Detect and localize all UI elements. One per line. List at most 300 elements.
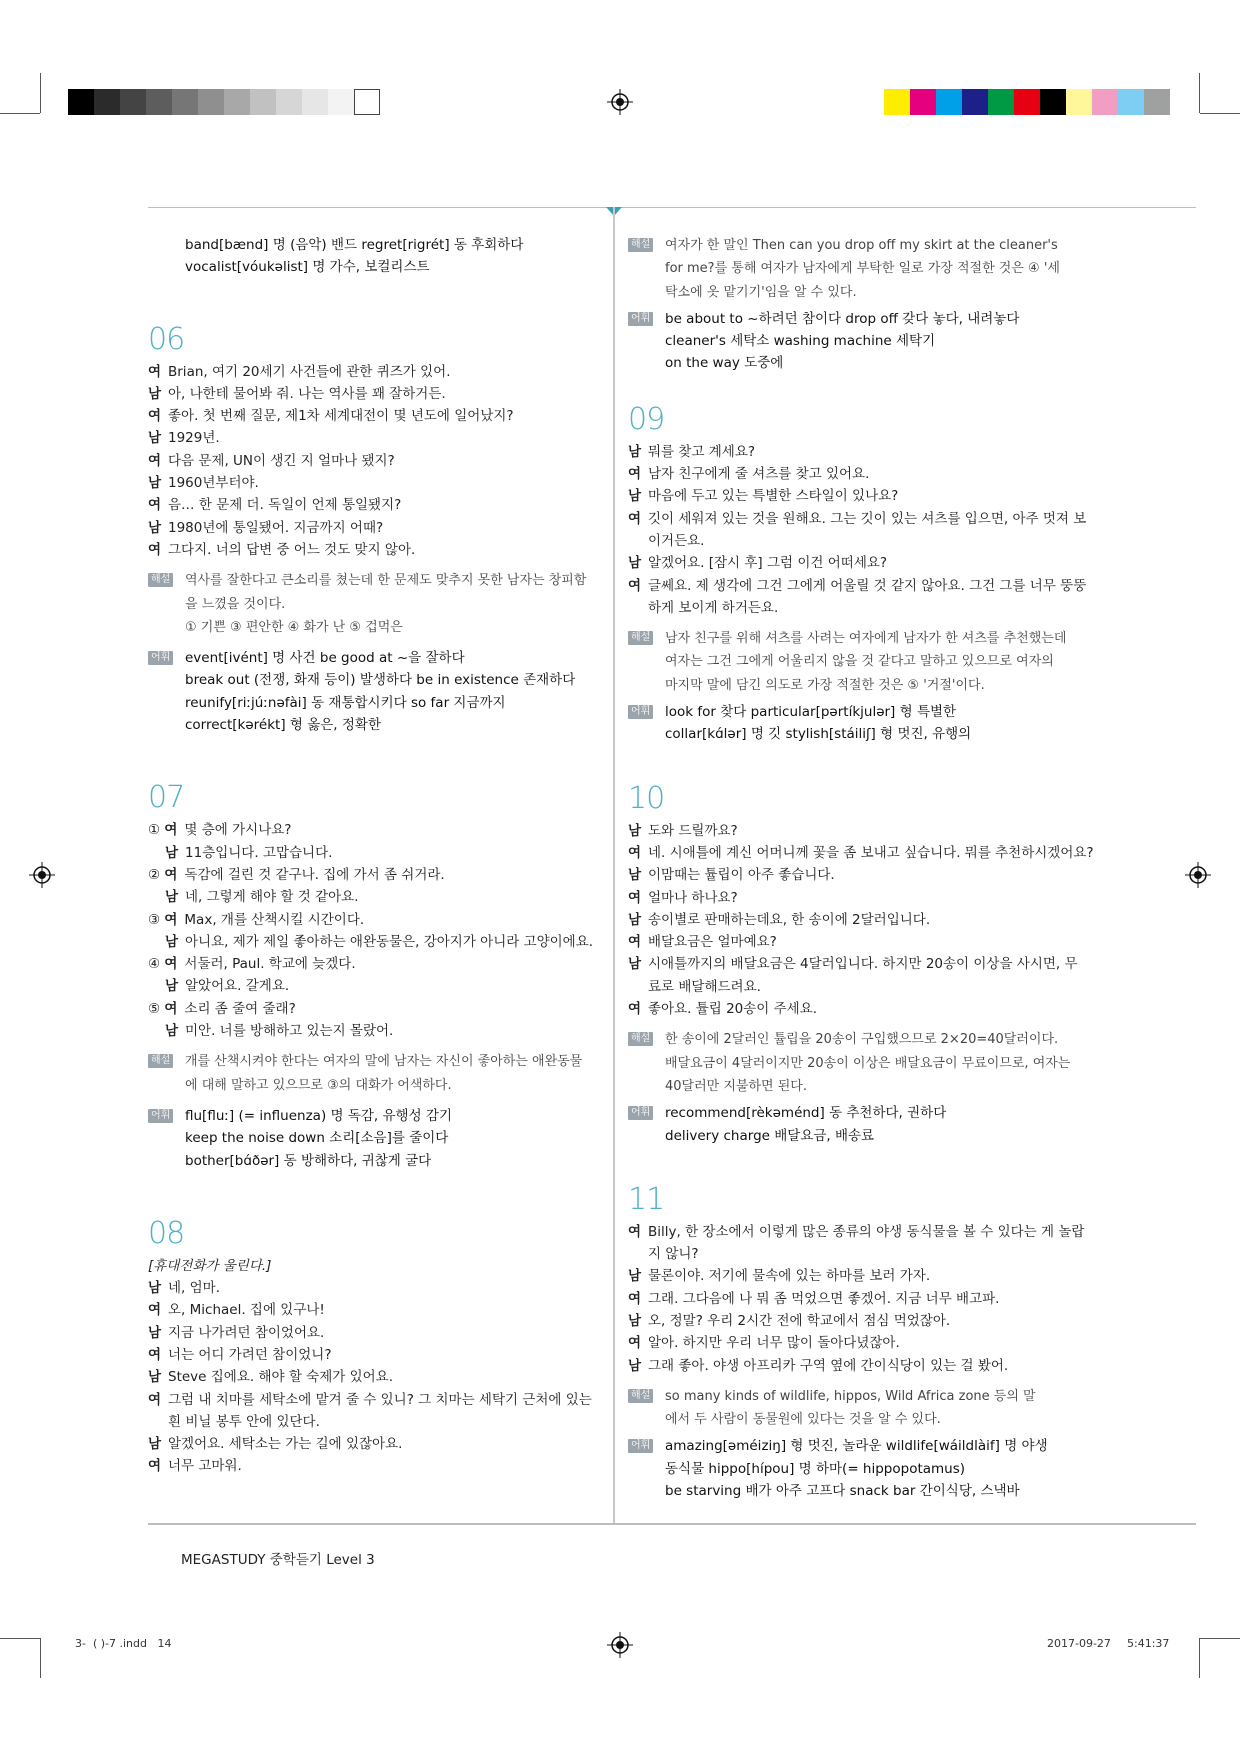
labeled-line — [628, 1125, 1088, 1147]
labeled-line — [628, 234, 1088, 257]
speaker-label: 여 — [628, 510, 642, 527]
option-line — [148, 909, 600, 931]
color-swatch — [910, 89, 936, 115]
color-swatch — [1118, 89, 1144, 115]
slug-date: 2017-09-27 — [1047, 1637, 1111, 1650]
labeled-text: recommend[rèkəménd] 동 추천하다, 권하다 — [665, 1105, 947, 1122]
dialog-text: 물론이야. 저기에 물속에 있는 하마를 보러 가자. — [648, 1268, 931, 1285]
dialog — [628, 820, 1094, 1021]
registration-mark-icon — [1185, 862, 1211, 888]
gray-swatch — [120, 89, 146, 115]
top-rule — [148, 207, 1196, 208]
slug-file: 3- ( )-7 .indd 14 — [75, 1637, 172, 1650]
registration-mark-icon — [607, 1632, 633, 1658]
dialog-text: 시애틀까지의 배달요금은 4달러입니다. 하지만 20송이 이상을 사시면, 무 — [648, 956, 1078, 973]
option-mark: ④ — [148, 956, 161, 973]
speaker-label: 남 — [148, 475, 162, 492]
labeled-line — [628, 257, 1088, 280]
dialog-line — [628, 953, 1088, 975]
dialog-line — [148, 1277, 600, 1299]
labeled-text: cleaner's 세탁소 washing machine 세탁기 — [665, 333, 936, 350]
dialog-text: 지 않니? — [648, 1246, 699, 1263]
color-swatch — [1144, 89, 1170, 115]
speaker-label: 남 — [628, 555, 642, 572]
label-badge: 어휘 — [148, 1109, 173, 1123]
labeled-line — [628, 330, 1088, 352]
label-badge: 어휘 — [628, 312, 653, 326]
dialog-text: 그래 좋아. 야생 아프리카 구역 옆에 간이식당이 있는 걸 봤어. — [648, 1357, 1009, 1374]
explanation — [628, 1385, 1088, 1432]
speaker-label: 남 — [628, 1312, 642, 1329]
labeled-text: 배달요금이 4달러이지만 20송이 이상은 배달요금이 무료이므로, 여자는 — [665, 1055, 1071, 1071]
dialog-text: 알아. 하지만 우리 너무 많이 돌아다녔잖아. — [648, 1335, 900, 1352]
dialog-text: 1960년부터야. — [168, 475, 259, 492]
dialog-line — [628, 1265, 1088, 1287]
crop-mark — [0, 113, 40, 114]
labeled-text: reunify[riːjúːnəfài] 동 재통합시키다 so far 지금까지 — [185, 694, 506, 711]
registration-mark-icon — [607, 89, 633, 115]
dialog-text: Max, 개를 산책시킬 시간이다. — [184, 911, 365, 928]
labeled-text: ① 기쁜 ③ 편안한 ④ 화가 난 ⑤ 겁먹은 — [185, 619, 403, 635]
speaker-label: 남 — [628, 1357, 642, 1374]
speaker-label: 여 — [164, 956, 178, 973]
labeled-line — [148, 647, 600, 669]
option-mark: ① — [148, 822, 161, 839]
labeled-line — [148, 569, 600, 592]
speaker-label: 남 — [628, 956, 642, 973]
gray-swatch — [276, 89, 302, 115]
vocabulary — [628, 1435, 1088, 1502]
dialog-text: 다음 문제, UN이 생긴 지 얼마나 됐지? — [168, 452, 395, 469]
question-06 — [148, 323, 600, 737]
speaker-label: 여 — [148, 541, 162, 558]
labeled-text: collar[kɑ́lər] 명 깃 stylish[stáiliʃ] 형 멋진, 유행의 — [665, 726, 972, 743]
dialog-text: 네. 시애틀에 계신 어머니께 꽃을 좀 보내고 싶습니다. 뭐를 추천하시겠어요? — [648, 844, 1094, 861]
dialog-line — [628, 441, 1088, 463]
color-swatch — [1066, 89, 1092, 115]
gray-swatch — [94, 89, 120, 115]
vocab-line — [185, 256, 600, 278]
speaker-label: 여 — [164, 822, 178, 839]
gray-swatch — [68, 89, 94, 115]
labeled-text: look for 찾다 particular[pərtíkjulər] 형 특별한 — [665, 704, 957, 721]
dialog-text: Billy, 한 장소에서 이렇게 많은 종류의 야생 동식물을 볼 수 있다는 게 놀랍 — [648, 1223, 1085, 1240]
dialog-line — [628, 552, 1088, 574]
crop-mark — [1200, 1638, 1240, 1639]
dialog-line — [628, 931, 1088, 953]
speaker-label: 남 — [628, 822, 642, 839]
question-number: 09 — [628, 401, 665, 437]
dialog-line — [148, 383, 600, 405]
label-badge: 해설 — [148, 573, 173, 587]
labeled-line — [628, 1385, 1088, 1408]
question-number: 06 — [148, 321, 185, 357]
color-swatch — [1040, 89, 1066, 115]
dialog — [628, 441, 1088, 619]
dialog-line — [628, 1355, 1088, 1377]
dialog-line — [148, 1366, 600, 1388]
label-badge: 어휘 — [628, 1106, 653, 1120]
labeled-text: event[ivént] 명 사건 be good at ~을 잘하다 — [185, 650, 465, 667]
labeled-text: for me?를 통해 여자가 남자에게 부탁한 일로 가장 적절한 것은 ④ '세 — [665, 261, 1060, 277]
labeled-line — [148, 1105, 600, 1127]
labeled-text: 한 송이에 2달러인 튤립을 20송이 구입했으므로 2×20=40달러이다. — [665, 1032, 1059, 1048]
page-footer: MEGASTUDY 중학듣기 Level 3 — [181, 1552, 375, 1568]
question-08 — [148, 1217, 600, 1478]
crop-mark — [0, 1638, 40, 1639]
labeled-line — [148, 714, 600, 736]
labeled-text: 마지막 말에 담긴 의도로 가장 적절한 것은 ⑤ '거절'이다. — [665, 677, 985, 693]
label-badge: 해설 — [628, 631, 653, 645]
top-vocab-block — [148, 234, 600, 279]
left-column — [148, 234, 600, 1478]
option-mark: ② — [148, 866, 161, 883]
dialog-text: 네, 엄마. — [168, 1280, 220, 1297]
labeled-line — [148, 593, 600, 616]
speaker-label: 여 — [628, 889, 642, 906]
dialog-text: 오, Michael. 집에 있구나! — [168, 1302, 325, 1319]
speaker-label: 여 — [164, 1000, 178, 1017]
dialog-text: 서둘러, Paul. 학교에 늦겠다. — [184, 956, 356, 973]
dialog-line — [628, 1332, 1088, 1354]
question-number: 08 — [148, 1215, 185, 1251]
speaker-label: 여 — [148, 363, 162, 380]
dialog-line — [628, 1288, 1088, 1310]
right-column — [628, 234, 1094, 1502]
dialog-line — [148, 361, 600, 383]
dialog-line — [628, 463, 1088, 485]
crop-mark — [40, 73, 41, 113]
explanation — [148, 569, 600, 639]
labeled-text: keep the noise down 소리[소음]를 줄이다 — [185, 1130, 449, 1147]
explanation — [628, 1028, 1088, 1098]
dialog-line — [148, 517, 600, 539]
explanation — [148, 1050, 600, 1097]
speaker-label: 여 — [628, 844, 642, 861]
vocab-text: vocalist[vóukəlist] 명 가수, 보컬리스트 — [185, 259, 430, 276]
label-badge: 어휘 — [628, 1439, 653, 1453]
dialog-text: 료로 배달해드려요. — [648, 978, 761, 995]
option-line — [148, 998, 600, 1020]
dialog-line — [148, 1299, 600, 1321]
speaker-label: 여 — [628, 466, 642, 483]
question-11 — [628, 1183, 1088, 1503]
color-swatch — [884, 89, 910, 115]
labeled-text: bother[bɑ́ðər] 동 방해하다, 귀찮게 굴다 — [185, 1152, 432, 1169]
labeled-text: 40달러만 지불하면 된다. — [665, 1078, 807, 1094]
labeled-line — [628, 1408, 1088, 1431]
dialog-text: 그다지. 너의 답변 중 어느 것도 맞지 않아. — [168, 541, 416, 558]
vocabulary — [628, 701, 1088, 746]
speaker-label: 여 — [628, 1335, 642, 1352]
speaker-label: 여 — [148, 1346, 162, 1363]
dialog-text: 깃이 세워져 있는 것을 원해요. 그는 깃이 있는 셔츠를 입으면, 아주 멋져 보 — [648, 510, 1087, 527]
dialog-text: 흰 비닐 봉투 안에 있단다. — [168, 1413, 320, 1430]
labeled-text: 에서 두 사람이 동물원에 있다는 것을 알 수 있다. — [665, 1412, 941, 1428]
dialog-line — [148, 427, 600, 449]
dialog-text: 알겠어요. [잠시 후] 그럼 이건 어떠세요? — [648, 555, 888, 572]
speaker-label: 남 — [148, 1436, 162, 1453]
labeled-text: 역사를 잘한다고 큰소리를 쳤는데 한 문제도 맞추지 못한 남자는 창피함 — [185, 573, 587, 589]
speaker-label: 여 — [164, 911, 178, 928]
dialog-text: 그래. 그다음에 나 뭐 좀 먹었으면 좋겠어. 지금 너무 배고파. — [648, 1290, 1000, 1307]
dialog-text: 뭐를 찾고 계세요? — [648, 443, 756, 460]
question-number: 07 — [148, 780, 185, 816]
labeled-line — [628, 1458, 1088, 1480]
explanation — [628, 627, 1088, 697]
labeled-text: so many kinds of wildlife, hippos, Wild Africa zone 등의 말 — [665, 1388, 1036, 1404]
dialog-text: 미안. 너를 방해하고 있는지 몰랐어. — [185, 1023, 394, 1040]
labeled-text: on the way 도중에 — [665, 355, 784, 372]
registration-mark-icon — [29, 862, 55, 888]
option-line — [148, 975, 600, 997]
gray-swatch — [250, 89, 276, 115]
speaker-label: 남 — [148, 430, 162, 447]
dialog-line — [628, 998, 1088, 1020]
speaker-label: 여 — [628, 577, 642, 594]
speaker-label: 여 — [628, 1290, 642, 1307]
color-swatch — [1014, 89, 1040, 115]
slug-time: 5:41:37 — [1127, 1637, 1170, 1650]
label-badge: 해설 — [148, 1054, 173, 1068]
dialog-text: 이맘때는 튤립이 아주 좋습니다. — [648, 867, 835, 884]
dialog-line — [148, 472, 600, 494]
dialog — [628, 1221, 1088, 1377]
dialog-text: 이거든요. — [648, 532, 705, 549]
crop-mark — [1199, 73, 1200, 113]
labeled-text: 개를 산책시켜야 한다는 여자의 말에 남자는 자신이 좋아하는 애완동물 — [185, 1054, 583, 1070]
vocabulary — [148, 647, 600, 736]
dialog-text: 마음에 두고 있는 특별한 스타일이 있나요? — [648, 488, 899, 505]
gray-swatch — [172, 89, 198, 115]
option-mark: ⑤ — [148, 1000, 161, 1017]
dialog-text: 음… 한 문제 더. 독일이 언제 통일됐지? — [168, 497, 402, 514]
speaker-label: 여 — [628, 1223, 642, 1240]
dialog-line — [148, 1411, 600, 1433]
labeled-text: 에 대해 말하고 있으므로 ③의 대화가 어색하다. — [185, 1077, 452, 1093]
dialog-text: 네, 그렇게 해야 할 것 같아요. — [185, 889, 359, 906]
labeled-text: delivery charge 배달요금, 배송료 — [665, 1127, 875, 1144]
dialog-text: 너무 고마워. — [168, 1458, 242, 1475]
dialog-line — [628, 597, 1088, 619]
gray-swatch — [328, 89, 354, 115]
gray-swatch — [146, 89, 172, 115]
dialog-line — [148, 405, 600, 427]
crop-mark — [40, 1638, 41, 1678]
color-swatch — [936, 89, 962, 115]
gray-swatch — [354, 89, 380, 115]
color-swatch — [1092, 89, 1118, 115]
dialog-text: 소리 좀 줄여 줄래? — [184, 1000, 296, 1017]
dialog-text: 도와 드릴까요? — [648, 822, 738, 839]
labeled-text: 남자 친구를 위해 셔츠를 사려는 여자에게 남자가 한 셔츠를 추천했는데 — [665, 631, 1067, 647]
labeled-text: amazing[əméiziŋ] 형 멋진, 놀라운 wildlife[wáildlàif] 명 야생 — [665, 1438, 1048, 1455]
labeled-line — [628, 1435, 1088, 1457]
dialog-line — [148, 1389, 600, 1411]
question-07 — [148, 781, 600, 1171]
speaker-label: 여 — [148, 1302, 162, 1319]
bottom-rule — [148, 1523, 1196, 1525]
dialog-text: 좋아요. 튤립 20송이 주세요. — [648, 1001, 818, 1018]
question-number: 11 — [628, 1181, 665, 1217]
dialog-text: 얼마나 하나요? — [648, 889, 738, 906]
speaker-label: 남 — [165, 978, 179, 995]
question-09 — [628, 403, 1088, 746]
labeled-line — [628, 650, 1088, 673]
stage-direction: [휴대전화가 울린다.] — [148, 1257, 272, 1274]
dialog-line — [628, 1221, 1088, 1243]
labeled-line — [628, 627, 1088, 650]
vocabulary — [628, 1102, 1088, 1147]
dialog-text: 배달요금은 얼마예요? — [648, 934, 777, 951]
dialog-text: 지금 나가려던 참이었어요. — [168, 1324, 325, 1341]
label-badge: 해설 — [628, 1032, 653, 1046]
gray-swatch — [198, 89, 224, 115]
dialog-text: 1929년. — [168, 430, 220, 447]
dialog-text: 송이별로 판매하는데요, 한 송이에 2달러입니다. — [648, 911, 931, 928]
vocabulary — [148, 1105, 600, 1172]
dialog-text: Steve 집에요. 해야 할 숙제가 있어요. — [168, 1369, 393, 1386]
speaker-label: 남 — [165, 1023, 179, 1040]
dialog-line — [148, 1344, 600, 1366]
dialog-line — [628, 976, 1088, 998]
labeled-line — [148, 1050, 600, 1073]
option-mark: ③ — [148, 911, 161, 928]
speaker-label: 남 — [628, 443, 642, 460]
dialog-options — [148, 819, 600, 1042]
dialog-text: 너는 어디 가려던 참이었니? — [168, 1346, 332, 1363]
dialog-line — [628, 1243, 1088, 1265]
dialog-line — [628, 530, 1088, 552]
dialog-line — [148, 494, 600, 516]
speaker-label: 남 — [165, 933, 179, 950]
labeled-text: flu[fluː] (= influenza) 명 독감, 유행성 감기 — [185, 1107, 453, 1124]
gray-swatch — [302, 89, 328, 115]
labeled-text: correct[kərékt] 형 옳은, 정확한 — [185, 717, 382, 734]
speaker-label: 남 — [165, 889, 179, 906]
dialog-text: 오, 정말? 우리 2시간 전에 학교에서 점심 먹었잖아. — [648, 1312, 951, 1329]
option-line — [148, 842, 600, 864]
crop-mark — [1200, 113, 1240, 114]
labeled-line — [628, 1480, 1088, 1502]
labeled-line — [148, 1074, 600, 1097]
labeled-line — [148, 1150, 600, 1172]
label-badge: 어휘 — [148, 651, 173, 665]
crop-mark — [1199, 1638, 1200, 1678]
color-swatch — [962, 89, 988, 115]
labeled-line — [628, 723, 1088, 745]
dialog-text: 남자 친구에게 줄 셔츠를 찾고 있어요. — [648, 466, 870, 483]
dialog-text: 알았어요. 갈게요. — [185, 978, 290, 995]
option-line — [148, 886, 600, 908]
dialog-line — [628, 485, 1088, 507]
dialog-text: 알겠어요. 세탁소는 가는 길에 있잖아요. — [168, 1436, 403, 1453]
question-10 — [628, 780, 1094, 1147]
label-badge: 해설 — [628, 1389, 653, 1403]
dialog-text: 그럼 내 치마를 세탁소에 맡겨 줄 수 있니? 그 치마는 세탁기 근처에 있는 — [168, 1391, 592, 1408]
labeled-line — [628, 674, 1088, 697]
speaker-label: 남 — [148, 519, 162, 536]
labeled-line — [628, 352, 1088, 374]
dialog-line — [148, 539, 600, 561]
dialog-text: 좋아. 첫 번째 질문, 제1차 세계대전이 몇 년도에 일어났지? — [168, 408, 514, 425]
dialog-line — [148, 1322, 600, 1344]
dialog-text: 아니요, 제가 제일 좋아하는 애완동물은, 강아지가 아니라 고양이에요. — [185, 933, 594, 950]
dialog-text: 하게 보이게 하거든요. — [648, 599, 779, 616]
speaker-label: 남 — [628, 488, 642, 505]
labeled-line — [148, 692, 600, 714]
speaker-label: 남 — [628, 911, 642, 928]
labeled-text: break out (전쟁, 화재 등이) 발생하다 be in existence 존재하다 — [185, 672, 576, 689]
labeled-line — [628, 701, 1088, 723]
dialog-text: 11층입니다. 고맙습니다. — [185, 844, 333, 861]
dialog-line — [628, 820, 1088, 842]
dialog-text: 독감에 걸린 것 같구나. 집에 가서 좀 쉬거라. — [184, 866, 445, 883]
label-badge: 해설 — [628, 238, 653, 252]
dialog-line — [628, 887, 1088, 909]
dialog-text: 몇 층에 가시나요? — [184, 822, 292, 839]
labeled-line — [628, 1052, 1088, 1075]
option-line — [148, 953, 600, 975]
labeled-text: 여자가 한 말인 Then can you drop off my skirt at the cleaner's — [665, 238, 1058, 253]
dialog-line — [628, 575, 1088, 597]
labeled-line — [148, 1127, 600, 1149]
speaker-label: 여 — [148, 1391, 162, 1408]
dialog-text: 아, 나한테 물어봐 줘. 나는 역사를 꽤 잘하거든. — [168, 385, 446, 402]
labeled-text: be about to ~하려던 참이다 drop off 갖다 놓다, 내려놓다 — [665, 310, 1020, 327]
question-number: 10 — [628, 780, 665, 816]
label-badge: 어휘 — [628, 705, 653, 719]
dialog — [148, 361, 600, 562]
dialog-line — [148, 1455, 600, 1477]
speaker-label: 여 — [628, 1001, 642, 1018]
dialog-line — [148, 450, 600, 472]
speaker-label: 여 — [148, 497, 162, 514]
dialog-line — [628, 864, 1088, 886]
labeled-line — [628, 1028, 1088, 1051]
dialog-line — [628, 842, 1094, 864]
column-divider — [613, 207, 615, 1523]
speaker-label: 남 — [628, 1268, 642, 1285]
labeled-line — [148, 669, 600, 691]
option-line — [148, 1020, 600, 1042]
option-line — [148, 819, 600, 841]
option-line — [148, 931, 600, 953]
labeled-text: be starving 배가 아주 고프다 snack bar 간이식당, 스낵바 — [665, 1483, 1020, 1500]
labeled-line — [628, 281, 1088, 304]
speaker-label: 남 — [148, 1369, 162, 1386]
dialog-line — [628, 508, 1088, 530]
labeled-text: 을 느꼈을 것이다. — [185, 596, 286, 612]
labeled-text: 탁소에 옷 맡기기'임을 알 수 있다. — [665, 284, 857, 300]
speaker-label: 남 — [165, 844, 179, 861]
speaker-label: 여 — [628, 934, 642, 951]
speaker-label: 남 — [628, 867, 642, 884]
dialog-line — [628, 909, 1088, 931]
dialog-text: 1980년에 통일됐어. 지금까지 어때? — [168, 519, 384, 536]
labeled-line — [628, 308, 1088, 330]
dialog-line — [148, 1433, 600, 1455]
explanation — [628, 234, 1088, 304]
speaker-label: 여 — [164, 866, 178, 883]
labeled-line — [148, 616, 600, 639]
speaker-label: 여 — [148, 452, 162, 469]
dialog-line — [628, 1310, 1088, 1332]
option-line — [148, 864, 600, 886]
speaker-label: 남 — [148, 1280, 162, 1297]
labeled-line — [628, 1102, 1088, 1124]
labeled-text: 여자는 그건 그에게 어울리지 않을 것 같다고 말하고 있으므로 여자의 — [665, 654, 1054, 670]
